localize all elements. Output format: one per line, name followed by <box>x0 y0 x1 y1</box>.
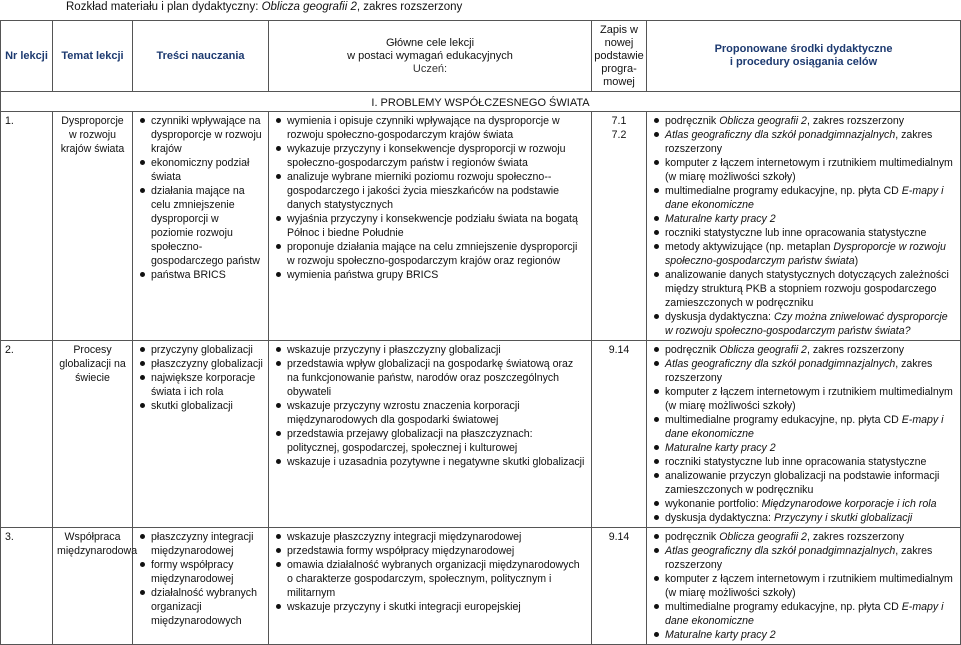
document-title <box>66 0 462 14</box>
resource-text: multimedialne programy edukacyjne, np. płyta CD <box>665 185 902 197</box>
goal-item: wyjaśnia przyczyny i konsekwencje podziału świata na bogatą Północ i biedne Południe <box>273 212 587 240</box>
curriculum-codes <box>592 341 647 528</box>
contents-item: działania mające na celu zmniejszenie dysproporcji w poziomie rozwoju społeczno-gospodarczego państw <box>137 184 264 268</box>
lesson-goals <box>269 112 592 341</box>
curriculum-code: 9.14 <box>608 344 630 356</box>
lesson-nr: 2. <box>1 341 53 528</box>
lesson-nr: 3. <box>1 528 53 645</box>
resource-text-end: ) <box>854 255 859 267</box>
goals-list <box>273 530 587 614</box>
resource-text: analizowanie danych statystycznych dotyczących zależności między strukturą PKB a stopniem rozwoju gospodarczego zamieszczonych w podręczniku <box>665 269 949 309</box>
resource-item <box>651 156 956 184</box>
contents-item: płaszczyzny globalizacji <box>137 357 264 371</box>
resource-text: dyskusja dydaktyczna: <box>665 512 774 524</box>
lesson-resources <box>647 112 961 341</box>
resource-item <box>651 240 956 268</box>
lesson-contents <box>133 341 269 528</box>
contents-item: przyczyny globalizacji <box>137 343 264 357</box>
resources-list <box>651 343 956 525</box>
resource-text-end: , zakres rozszerzony <box>665 545 933 571</box>
lesson-contents <box>133 528 269 645</box>
curriculum-code: 7.1 <box>611 115 627 127</box>
resource-text-end: , zakres rozszerzony <box>806 115 905 127</box>
resource-text: roczniki statystyczne lub inne opracowania statystyczne <box>665 227 927 239</box>
goals-list <box>273 343 587 469</box>
goal-item: omawia działalność wybranych organizacji międzynarodowych o charakterze gospodarczym, społecznym, politycznym i militarnym <box>273 558 587 600</box>
resource-text: podręcznik <box>665 344 720 356</box>
resource-text: podręcznik <box>665 531 720 543</box>
resource-item <box>651 343 956 357</box>
header-cele-line3: Uczeń: <box>412 62 448 75</box>
resource-text: dyskusja dydaktyczna: <box>665 311 774 323</box>
curriculum-codes <box>592 528 647 645</box>
resource-text: analizowanie przyczyn globalizacji na podstawie informacji zamieszczonych w podręczniku <box>665 470 940 496</box>
header-temat: Temat lekcji <box>53 21 133 92</box>
contents-list <box>137 114 264 282</box>
curriculum-codes <box>592 112 647 341</box>
resource-title: Międzynarodowe korporacje i ich rola <box>761 498 937 510</box>
resource-title: Atlas geograficzny dla szkół ponadgimnazjalnych <box>665 358 896 370</box>
resource-text: komputer z łączem internetowym i rzutnikiem multimedialnym (w miarę możliwości szkoły) <box>665 157 953 183</box>
resource-text: wykonanie portfolio: <box>665 498 762 510</box>
resources-list <box>651 530 956 642</box>
header-srodki <box>647 21 961 92</box>
resource-text: multimedialne programy edukacyjne, np. płyta CD <box>665 601 902 613</box>
goal-item: analizuje wybrane mierniki poziomu rozwoju społeczno--gospodarczego i jakości życia mieszkańców na podstawie danych statystycznych <box>273 170 587 212</box>
goals-list <box>273 114 587 282</box>
resource-item <box>651 600 956 628</box>
resource-item <box>651 114 956 128</box>
resource-item <box>651 628 956 642</box>
lesson-goals <box>269 528 592 645</box>
goal-item: wskazuje przyczyny i płaszczyzny globalizacji <box>273 343 587 357</box>
resource-title: Maturalne karty pracy 2 <box>665 213 776 225</box>
document-title-rest: , zakres rozszerzony <box>356 1 463 13</box>
goal-item: wykazuje przyczyny i konsekwencje dysproporcji w rozwoju społeczno-gospodarczym państw i regionów świata <box>273 142 587 170</box>
resource-text-end: , zakres rozszerzony <box>806 531 905 543</box>
curriculum-code: 7.2 <box>611 129 627 141</box>
lesson-topic: Dysproporcje w rozwoju krajów świata <box>53 112 133 341</box>
lesson-plan-table <box>0 20 961 645</box>
resource-item <box>651 212 956 226</box>
resource-item <box>651 268 956 310</box>
contents-list <box>137 343 264 413</box>
header-nr: Nr lekcji <box>1 21 53 92</box>
resource-item <box>651 511 956 525</box>
contents-item: płaszczyzny integracji międzynarodowej <box>137 530 264 558</box>
resource-title: E-mapy i dane ekonomiczne <box>665 185 944 211</box>
contents-item: skutki globalizacji <box>137 399 264 413</box>
lesson-row <box>1 528 961 645</box>
goal-item: wymienia i opisuje czynniki wpływające na dysproporcje w rozwoju społeczno-gospodarczym krajów świata <box>273 114 587 142</box>
resource-title: Czy można zniwelować dysproporcje w rozwoju społeczno-gospodarczym państw świata? <box>665 311 948 337</box>
lesson-contents <box>133 112 269 341</box>
resource-title: Atlas geograficzny dla szkół ponadgimnazjalnych <box>665 545 896 557</box>
resource-title: Maturalne karty pracy 2 <box>665 442 776 454</box>
goal-item: proponuje działania mające na celu zmniejszenie dysproporcji w rozwoju społeczno-gospodarczym krajów oraz regionów <box>273 240 587 268</box>
section-row <box>1 92 961 112</box>
resource-text-end: , zakres rozszerzony <box>665 358 933 384</box>
contents-item: formy współpracy międzynarodowej <box>137 558 264 586</box>
resource-item <box>651 497 956 511</box>
header-zapis: Zapis w nowej podstawie progra-mowej <box>592 21 647 92</box>
contents-item: działalność wybranych organizacji międzynarodowych <box>137 586 264 628</box>
resource-text: podręcznik <box>665 115 720 127</box>
goal-item: przedstawia wpływ globalizacji na gospodarkę światową oraz na funkcjonowanie państw, narodów oraz poszczególnych obywateli <box>273 357 587 399</box>
resource-title: E-mapy i dane ekonomiczne <box>665 414 944 440</box>
header-srodki-line2: i procedury osiągania celów <box>729 56 878 68</box>
lesson-resources <box>647 341 961 528</box>
resource-title: Oblicza geografii 2 <box>719 344 807 356</box>
resource-item <box>651 413 956 441</box>
resource-text: metody aktywizujące (np. metaplan <box>665 241 834 253</box>
header-cele-line2: w postaci wymagań edukacyjnych <box>347 49 513 62</box>
lesson-row <box>1 112 961 341</box>
resource-text: roczniki statystyczne lub inne opracowania statystyczne <box>665 456 927 468</box>
lesson-goals <box>269 341 592 528</box>
resource-title: Oblicza geografii 2 <box>719 115 807 127</box>
lesson-topic: Procesy globalizacji na świecie <box>53 341 133 528</box>
contents-item: ekonomiczny podział świata <box>137 156 264 184</box>
document-title-book: Oblicza geografii 2 <box>261 1 357 13</box>
goal-item: wymienia państwa grupy BRICS <box>273 268 587 282</box>
lesson-row <box>1 341 961 528</box>
resource-text-end: , zakres rozszerzony <box>665 129 933 155</box>
contents-list <box>137 530 264 628</box>
resource-item <box>651 455 956 469</box>
goal-item: wskazuje przyczyny wzrostu znaczenia korporacji międzynarodowych dla gospodarki światowej <box>273 399 587 427</box>
header-cele-line1: Główne cele lekcji <box>385 36 475 49</box>
resource-item <box>651 441 956 455</box>
contents-item: państwa BRICS <box>137 268 264 282</box>
resource-text: multimedialne programy edukacyjne, np. płyta CD <box>665 414 902 426</box>
goal-item: przedstawia przejawy globalizacji na płaszczyznach: politycznej, gospodarczej, społecznej i kulturowej <box>273 427 587 455</box>
resource-item <box>651 310 956 338</box>
goal-item: wskazuje płaszczyzny integracji międzynarodowej <box>273 530 587 544</box>
contents-item: największe korporacje świata i ich rola <box>137 371 264 399</box>
section-title: I. PROBLEMY WSPÓŁCZESNEGO ŚWIATA <box>1 92 961 112</box>
resource-item <box>651 530 956 544</box>
goal-item: wskazuje i uzasadnia pozytywne i negatywne skutki globalizacji <box>273 455 587 469</box>
resources-list <box>651 114 956 338</box>
resource-title: Atlas geograficzny dla szkół ponadgimnazjalnych <box>665 129 896 141</box>
lesson-nr: 1. <box>1 112 53 341</box>
goal-item: wskazuje przyczyny i skutki integracji europejskiej <box>273 600 587 614</box>
resource-title: Przyczyny i skutki globalizacji <box>773 512 913 524</box>
document-title-label: Rozkład materiału i plan dydaktyczny: <box>66 1 262 13</box>
resource-item <box>651 184 956 212</box>
resource-item <box>651 128 956 156</box>
header-srodki-line1: Proponowane środki dydaktyczne <box>714 43 893 55</box>
lesson-resources <box>647 528 961 645</box>
resource-text: komputer z łączem internetowym i rzutnikiem multimedialnym (w miarę możliwości szkoły) <box>665 386 953 412</box>
goal-item: przedstawia formy współpracy międzynarodowej <box>273 544 587 558</box>
header-tresci: Treści nauczania <box>133 21 269 92</box>
resource-title: Oblicza geografii 2 <box>719 531 807 543</box>
resource-item <box>651 469 956 497</box>
lesson-topic: Współpraca międzynarodowa <box>53 528 133 645</box>
resource-item <box>651 385 956 413</box>
resource-item <box>651 572 956 600</box>
resource-item <box>651 544 956 572</box>
resource-title: E-mapy i dane ekonomiczne <box>665 601 944 627</box>
header-cele <box>269 21 592 92</box>
resource-title: Maturalne karty pracy 2 <box>665 629 776 641</box>
contents-item: czynniki wpływające na dysproporcje w rozwoju krajów <box>137 114 264 156</box>
resource-text-end: , zakres rozszerzony <box>806 344 905 356</box>
curriculum-code: 9.14 <box>608 531 630 543</box>
resource-text: komputer z łączem internetowym i rzutnikiem multimedialnym (w miarę możliwości szkoły) <box>665 573 953 599</box>
resource-item <box>651 357 956 385</box>
resource-item <box>651 226 956 240</box>
resource-title: Dysproporcje w rozwoju społeczno-gospodarczym państw świata <box>665 241 946 267</box>
header-row <box>1 21 961 92</box>
